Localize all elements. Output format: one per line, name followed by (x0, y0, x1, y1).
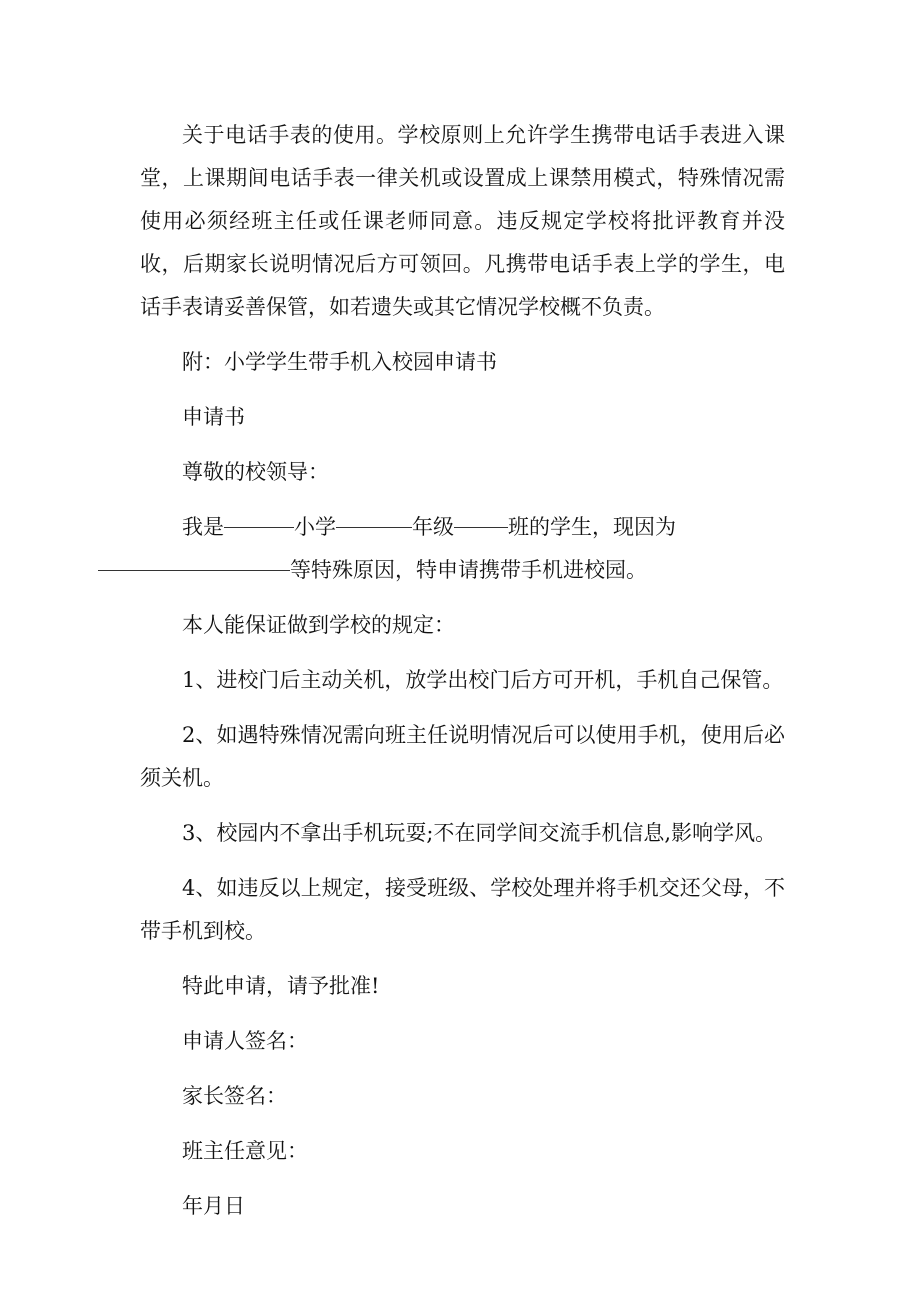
intro-paragraph: 关于电话手表的使用。学校原则上允许学生携带电话手表进入课堂，上课期间电话手表一律关机或设置成上课禁用模式，特殊情况需使用必须经班主任或任课老师同意。违反规定学校将批评教育并没收，后期家长说明情况后方可领回。凡携带电话手表上学的学生，电话手表请妥善保管，如若遗失或其它情况学校概不负责。 (140, 123, 785, 319)
rule-item: 2、如遇特殊情况需向班主任说明情况后可以使用手机，使用后必须关机。 (140, 723, 785, 790)
teacher-opinion: 班主任意见： (182, 1139, 308, 1163)
blank-school (224, 526, 294, 528)
fill-text-3: 年级 (412, 515, 454, 539)
salutation: 尊敬的校领导： (182, 460, 329, 484)
blank-class (454, 526, 508, 528)
document-body (140, 114, 785, 1240)
rule-item: 3、校园内不拿出手机玩耍;不在同学间交流手机信息,影响学风。 (182, 821, 777, 845)
parent-signature: 家长签名： (182, 1084, 287, 1108)
letter-heading: 申请书 (182, 405, 245, 429)
fill-text-5: 等特殊原因，特申请携带手机进校园。 (290, 558, 647, 582)
blank-reason (98, 569, 290, 571)
attachment-title: 附：小学学生带手机入校园申请书 (182, 350, 497, 374)
date-line: 年月日 (182, 1194, 245, 1218)
rule-item: 4、如违反以上规定，接受班级、学校处理并将手机交还父母，不带手机到校。 (140, 876, 785, 943)
fill-in-line (140, 506, 785, 592)
closing-line: 特此申请，请予批准! (182, 974, 380, 998)
fill-text-4: 班的学生，现因为 (508, 515, 676, 539)
applicant-signature: 申请人签名： (182, 1029, 308, 1053)
rule-item: 1、进校门后主动关机，放学出校门后方可开机，手机自己保管。 (182, 668, 784, 692)
pledge-intro: 本人能保证做到学校的规定： (182, 613, 455, 637)
fill-text-2: 小学 (294, 515, 336, 539)
blank-grade (336, 526, 412, 528)
fill-text-1: 我是 (182, 515, 224, 539)
